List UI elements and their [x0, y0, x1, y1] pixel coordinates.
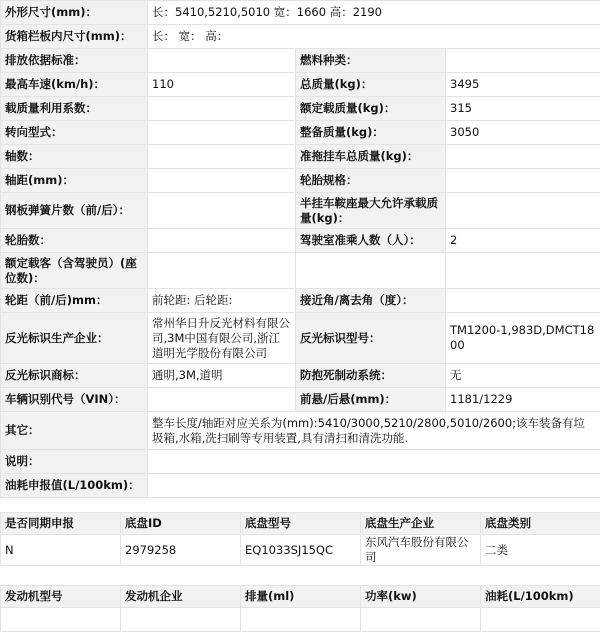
spec-label: 转向型式：: [1, 121, 148, 145]
spec-label: 总质量(kg)：: [296, 73, 446, 97]
spec-value: [148, 229, 296, 253]
spec-label: 反光标识型号：: [296, 313, 446, 364]
table-cell: [121, 608, 241, 632]
spec-row: [1, 145, 600, 169]
spec-value: 3495: [446, 73, 600, 97]
spec-value: 长： 宽： 高：: [148, 25, 600, 49]
engine-table: [0, 585, 600, 632]
spec-value: 无: [446, 364, 600, 388]
spec-row: [1, 364, 600, 388]
spec-label: 轴距(mm)：: [1, 169, 148, 193]
spec-label: 载质量利用系数：: [1, 97, 148, 121]
spec-label: 整备质量(kg)：: [296, 121, 446, 145]
spec-label: 驾驶室准乘人数（人）：: [296, 229, 446, 253]
spec-value: [148, 450, 600, 474]
table-cell: 东风汽车股份有限公司: [361, 535, 481, 566]
spec-value: [148, 253, 296, 289]
spec-label: 反光标识生产企业：: [1, 313, 148, 364]
spec-label: 前悬/后悬(mm)：: [296, 388, 446, 412]
table-cell: 2979258: [121, 535, 241, 566]
spec-label: 轮距（前/后)mm：: [1, 289, 148, 313]
spec-value: 315: [446, 97, 600, 121]
spec-value: [446, 253, 600, 289]
table-cell: [361, 608, 481, 632]
column-header: 发动机企业: [121, 586, 241, 608]
spec-row: [1, 229, 600, 253]
engine-header-row: [1, 586, 600, 608]
chassis-table: [0, 512, 600, 566]
spec-label: 油耗申报值(L/100km)：: [1, 474, 148, 498]
spec-value: [148, 474, 600, 498]
table-row: [1, 535, 600, 566]
spec-row: [1, 450, 600, 474]
spec-row: [1, 388, 600, 412]
spec-row: [1, 289, 600, 313]
table-cell: [481, 608, 600, 632]
spec-value: [446, 193, 600, 229]
spec-value: [446, 169, 600, 193]
spec-row: [1, 253, 600, 289]
spec-value: [148, 388, 296, 412]
spec-value: [446, 49, 600, 73]
spec-label: 接近角/离去角（度）：: [296, 289, 446, 313]
spec-value: [148, 121, 296, 145]
column-header: 底盘型号: [241, 513, 361, 535]
spec-value: [446, 289, 600, 313]
section-gap: [0, 498, 600, 512]
spec-value: 1181/1229: [446, 388, 600, 412]
spec-value: 整车长度/轴距对应关系为(mm):5410/3000,5210/2800,5010/2600;该车装备有垃圾箱,水箱,洗扫刷等专用装置,具有清扫和清洗功能.: [148, 412, 600, 450]
spec-label: 最高车速(km/h)：: [1, 73, 148, 97]
table-cell: N: [1, 535, 121, 566]
spec-label: 额定载质量(kg)：: [296, 97, 446, 121]
spec-row: [1, 169, 600, 193]
spec-row: [1, 193, 600, 229]
spec-label: 车辆识别代号（VIN）：: [1, 388, 148, 412]
table-cell: 二类: [481, 535, 600, 566]
spec-value: 3050: [446, 121, 600, 145]
spec-label: 燃料种类：: [296, 49, 446, 73]
spec-row: [1, 49, 600, 73]
column-header: 油耗(L/100km): [481, 586, 600, 608]
spec-value: 2: [446, 229, 600, 253]
spec-row: [1, 1, 600, 25]
table-cell: [1, 608, 121, 632]
spec-value: 110: [148, 73, 296, 97]
section-gap: [0, 566, 600, 585]
spec-value: TM1200-1,983D,DMCT1800: [446, 313, 600, 364]
spec-row: [1, 97, 600, 121]
spec-value: [296, 253, 446, 289]
spec-value: [148, 193, 296, 229]
column-header: 底盘ID: [121, 513, 241, 535]
spec-row: [1, 25, 600, 49]
spec-row: [1, 313, 600, 364]
column-header: 是否同期申报: [1, 513, 121, 535]
spec-label: 货箱栏板内尺寸(mm)：: [1, 25, 148, 49]
spec-label: 反光标识商标：: [1, 364, 148, 388]
spec-label: 准拖挂车总质量(kg)：: [296, 145, 446, 169]
column-header: 底盘类别: [481, 513, 600, 535]
spec-label: 说明：: [1, 450, 148, 474]
spec-value: [148, 169, 296, 193]
column-header: 功率(kw): [361, 586, 481, 608]
spec-label: 轴数：: [1, 145, 148, 169]
spec-value: 长：5410,5210,5010 宽：1660 高：2190: [148, 1, 600, 25]
spec-row: [1, 474, 600, 498]
spec-value: [148, 49, 296, 73]
spec-label: 额定载客（含驾驶员）(座位数)：: [1, 253, 148, 289]
spec-value: [148, 145, 296, 169]
spec-label: 其它：: [1, 412, 148, 450]
spec-value: [148, 97, 296, 121]
spec-value: 前轮距: 后轮距:: [148, 289, 296, 313]
column-header: 发动机型号: [1, 586, 121, 608]
spec-label: 轮胎规格：: [296, 169, 446, 193]
chassis-header-row: [1, 513, 600, 535]
spec-label: 钢板弹簧片数（前/后）：: [1, 193, 148, 229]
spec-label: 轮胎数：: [1, 229, 148, 253]
spec-value: [446, 145, 600, 169]
table-cell: [241, 608, 361, 632]
spec-label: 外形尺寸(mm)：: [1, 1, 148, 25]
spec-row: [1, 412, 600, 450]
table-cell: EQ1033SJ15QC: [241, 535, 361, 566]
spec-label: 半挂车鞍座最大允许承载质量(kg)：: [296, 193, 446, 229]
spec-value: 通明,3M,道明: [148, 364, 296, 388]
spec-row: [1, 121, 600, 145]
spec-value: 常州华日升反光材料有限公司,3M中国有限公司,浙江道明光学股份有限公司: [148, 313, 296, 364]
column-header: 底盘生产企业: [361, 513, 481, 535]
spec-label: 排放依据标准：: [1, 49, 148, 73]
spec-label: 防抱死制动系统：: [296, 364, 446, 388]
spec-row: [1, 73, 600, 97]
table-row: [1, 608, 600, 632]
column-header: 排量(ml): [241, 586, 361, 608]
